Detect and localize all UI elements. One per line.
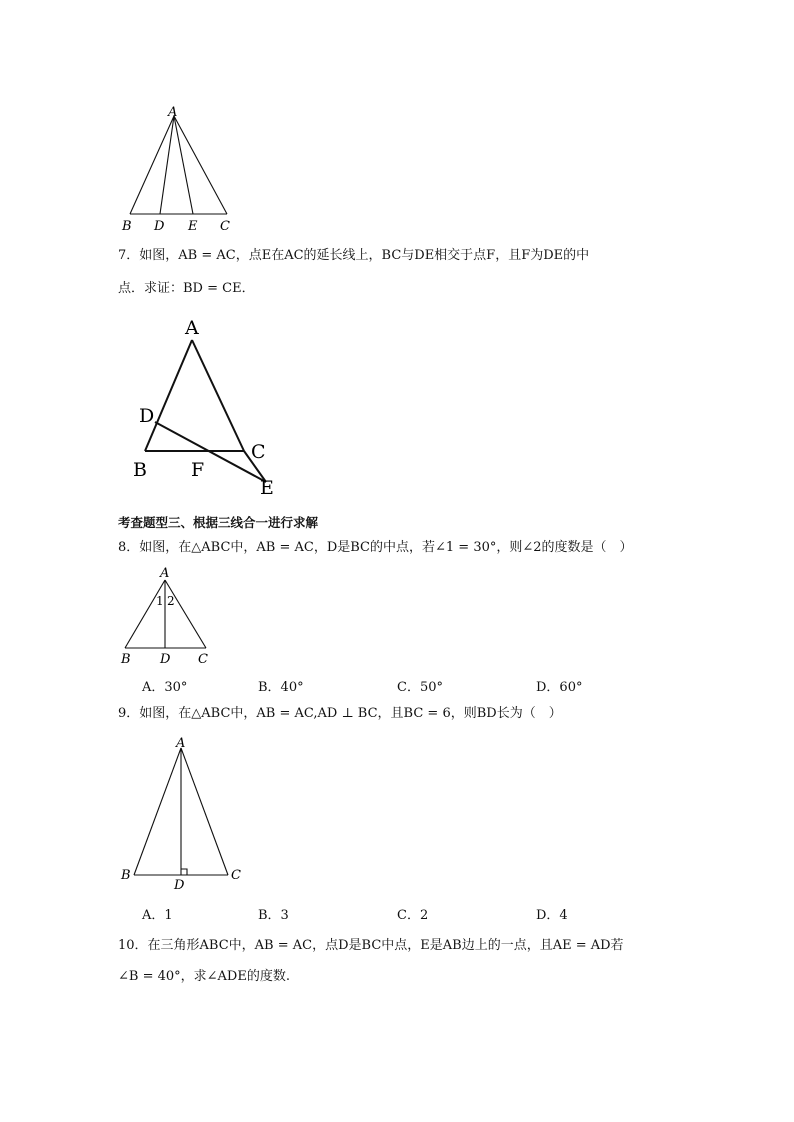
figure-q8-triangle	[115, 560, 225, 670]
label-D: D	[160, 652, 171, 667]
label-B: B	[121, 868, 131, 883]
q9-option-a[interactable]: A．1	[142, 908, 173, 923]
q9-option-b[interactable]: B．3	[258, 908, 289, 923]
q7-line2: 点．求证：BD = CE．	[118, 281, 255, 296]
label-C: C	[251, 441, 266, 463]
label-B: B	[122, 219, 132, 234]
figure-q7-triangle	[128, 312, 288, 502]
q10-line1: 10．在三角形ABC中，AB = AC，点D是BC中点，E是AB边上的一点，且AE = AD若	[118, 938, 624, 953]
label-F: F	[191, 459, 205, 481]
label-A: A	[185, 317, 199, 339]
label-C: C	[231, 868, 241, 883]
label-A: A	[176, 736, 186, 751]
figure-q6-triangle	[110, 100, 250, 235]
q9-option-d[interactable]: D．4	[536, 908, 568, 923]
label-A: A	[160, 566, 170, 581]
q8-option-a[interactable]: A．30°	[142, 680, 188, 695]
section-title: 考查题型三、根据三线合一进行求解	[118, 515, 319, 530]
figure-q9-triangle	[115, 728, 255, 893]
q7-line1: 7．如图，AB = AC，点E在AC的延长线上，BC与DE相交于点F，且F为DE的中	[118, 248, 590, 263]
q8-option-b[interactable]: B．40°	[258, 680, 304, 695]
angle-2-label: 2	[167, 594, 175, 608]
q9-option-c[interactable]: C．2	[397, 908, 429, 923]
angle-1-label: 1	[156, 594, 164, 608]
q8-option-c[interactable]: C．50°	[397, 680, 443, 695]
label-D: D	[139, 405, 155, 427]
label-C: C	[198, 652, 208, 667]
label-E: E	[188, 219, 198, 234]
q9-text: 9．如图，在△ABC中，AB = AC,AD ⊥ BC，且BC = 6，则BD长为（ ）	[118, 706, 562, 721]
label-C: C	[220, 219, 230, 234]
label-B: B	[133, 459, 147, 481]
q8-text: 8．如图，在△ABC中，AB = AC，D是BC的中点，若∠1 = 30°，则∠2的度数是（ ）	[118, 540, 633, 555]
label-E: E	[260, 477, 274, 499]
q8-option-d[interactable]: D．60°	[536, 680, 583, 695]
label-D: D	[154, 219, 165, 234]
q10-line2: ∠B = 40°，求∠ADE的度数.	[118, 969, 290, 984]
label-B: B	[121, 652, 131, 667]
label-A: A	[168, 105, 178, 120]
label-D: D	[174, 878, 185, 893]
